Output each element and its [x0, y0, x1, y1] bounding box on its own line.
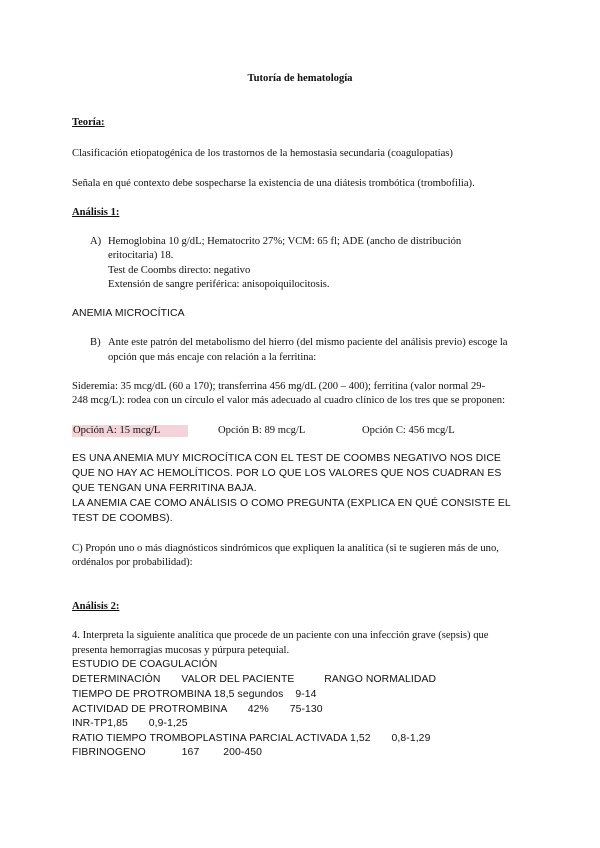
coag-row: DETERMINACIÓN VALOR DEL PACIENTE RANGO NORMALIDAD — [72, 674, 437, 685]
teoria-heading: Teoría: — [72, 117, 105, 128]
answer-line: ES UNA ANEMIA MUY MICROCÍTICA CON EL TEST DE COOMBS NEGATIVO NOS DICE — [72, 453, 501, 464]
coag-row: ACTIVIDAD DE PROTROMBINA 42% 75-130 — [72, 704, 323, 715]
iron-line: 248 mcg/L): rodea con un círculo el valor más adecuado al cuadro clínico de los tres que se proponen: — [72, 395, 506, 406]
item-a-line: Extensión de sangre periférica: anisopoiquilocitosis. — [108, 279, 330, 290]
item-c-line: C) Propón uno o más diagnósticos sindrómicos que expliquen la analítica (si te sugieren más de uno, — [72, 543, 499, 554]
option-b: Opción B: 89 mcg/L — [218, 425, 306, 436]
coag-row: INR-TP1,85 0,9-1,25 — [72, 718, 188, 729]
item-a-marker: A) — [90, 236, 102, 247]
answer-line: LA ANEMIA CAE COMO ANÁLISIS O COMO PREGUNTA (EXPLICA EN QUÉ CONSISTE EL — [72, 498, 511, 509]
answer-line: TEST DE COOMBS). — [72, 513, 173, 524]
item-b-marker: B) — [90, 337, 101, 348]
coag-row: ESTUDIO DE COAGULACIÓN — [72, 659, 218, 670]
item-a-line: eritocitaria) 18. — [108, 250, 174, 261]
option-a: Opción A: 15 mcg/L — [72, 425, 188, 437]
coag-row: FIBRINOGENO 167 200-450 — [72, 747, 263, 758]
item-b-line: opción que más encaje con relación a la ferritina: — [108, 352, 317, 363]
item-a-line: Hemoglobina 10 g/dL; Hematocrito 27%; VCM: 65 fl; ADE (ancho de distribución — [108, 236, 462, 247]
question-4-line: presenta hemorragias mucosas y púrpura petequial. — [72, 645, 290, 656]
coag-row: RATIO TIEMPO TROMBOPLASTINA PARCIAL ACTIVADA 1,52 0,8-1,29 — [72, 733, 431, 744]
teoria-line-2: Señala en qué contexto debe sospecharse la existencia de una diátesis trombótica (trombofilia). — [72, 178, 475, 189]
item-b-line: Ante este patrón del metabolismo del hierro (del mismo paciente del análisis previo) escoge la — [108, 337, 508, 348]
answer-anemia: ANEMIA MICROCÍTICA — [72, 308, 185, 319]
question-4-line: 4. Interpreta la siguiente analítica que procede de un paciente con una infección grave (sepsis) que — [72, 630, 489, 641]
analisis2-heading: Análisis 2: — [72, 601, 120, 612]
answer-line: QUE TENGAN UNA FERRITINA BAJA. — [72, 483, 257, 494]
option-c: Opción C: 456 mcg/L — [362, 425, 455, 436]
coag-row: TIEMPO DE PROTROMBINA 18,5 segundos 9-14 — [72, 689, 317, 700]
analisis1-heading: Análisis 1: — [72, 207, 120, 218]
item-c-line: ordénalos por probabilidad): — [72, 557, 193, 568]
teoria-line-1: Clasificación etiopatogénica de los trastornos de la hemostasia secundaria (coagulopatías) — [72, 148, 453, 159]
page-title: Tutoría de hematología — [247, 73, 353, 84]
item-a-line: Test de Coombs directo: negativo — [108, 265, 251, 276]
iron-line: Sideremia: 35 mcg/dL (60 a 170); transferrina 456 mg/dL (200 – 400); ferritina (valor normal 29- — [72, 381, 486, 392]
answer-line: QUE NO HAY AC HEMOLÍTICOS. POR LO QUE LOS VALORES QUE NOS CUADRAN ES — [72, 468, 502, 479]
